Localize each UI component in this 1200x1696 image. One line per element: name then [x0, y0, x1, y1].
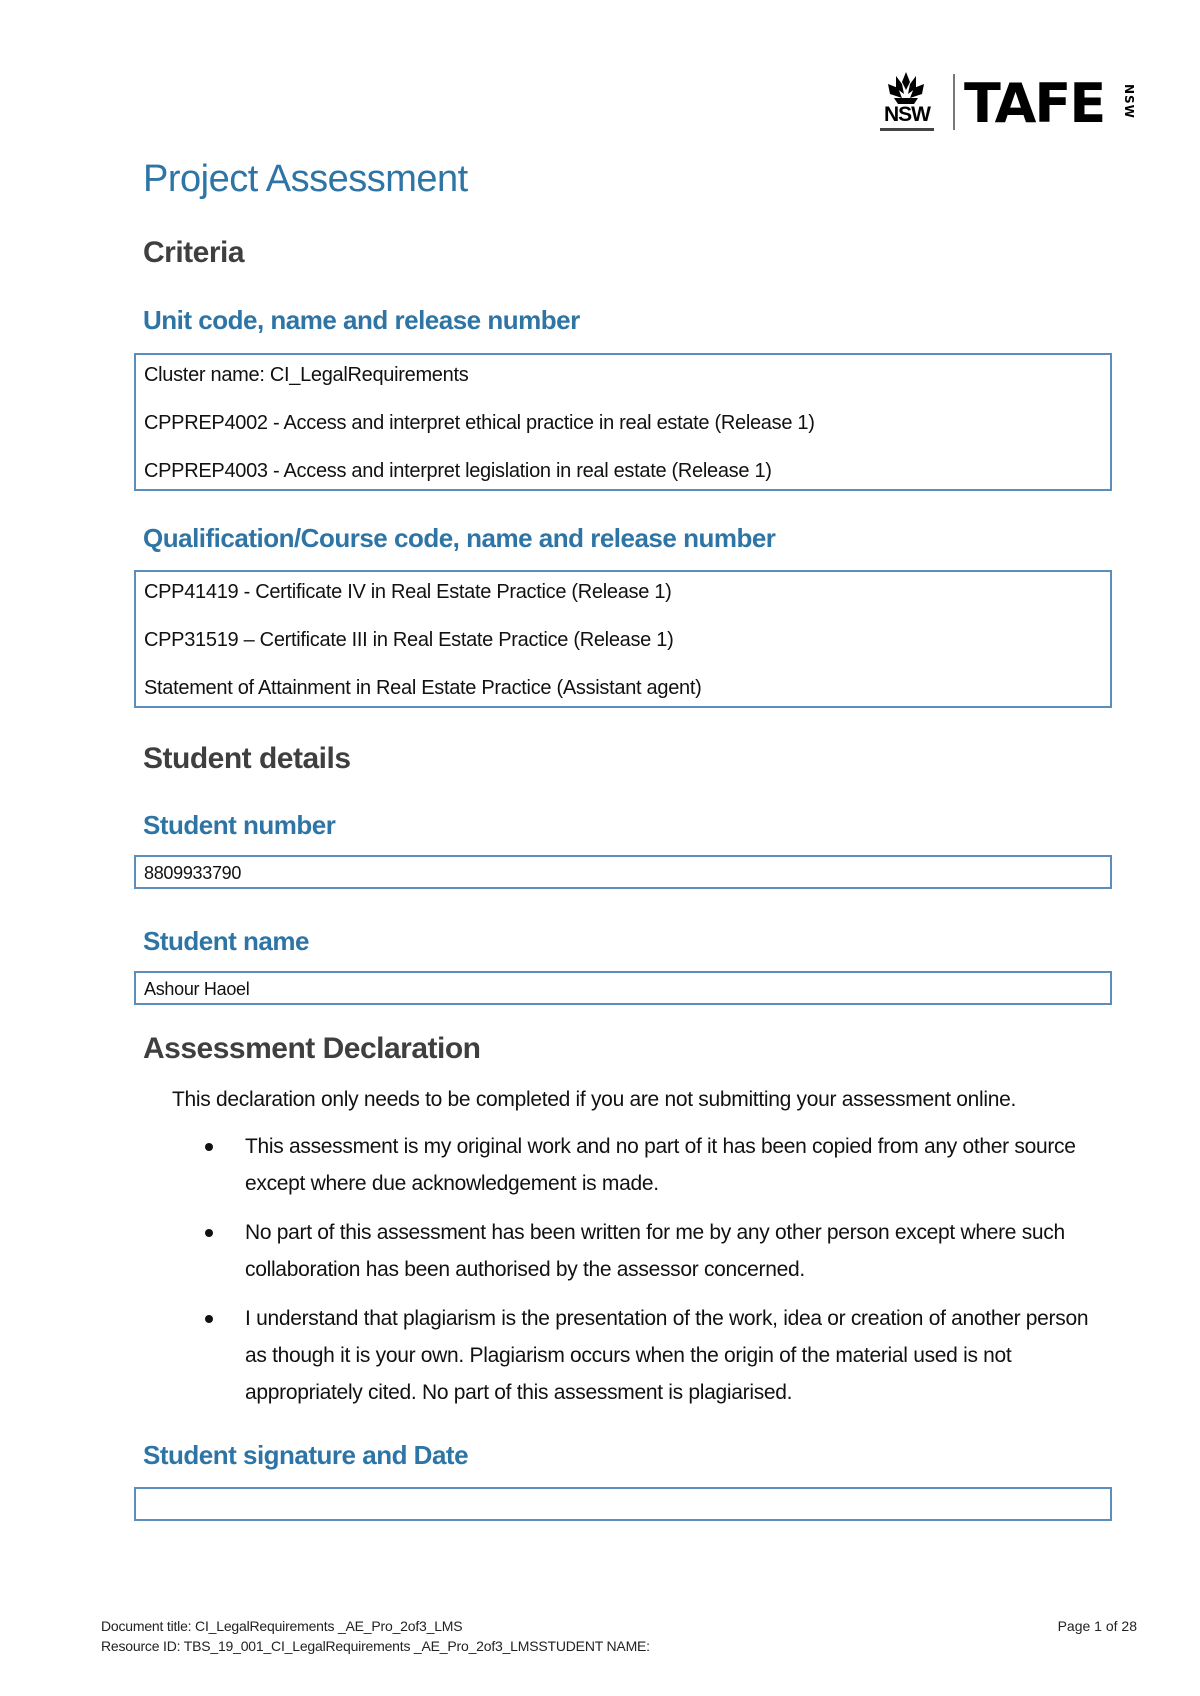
declaration-item	[172, 1300, 1112, 1411]
declaration-item-text: No part of this assessment has been written for me by any other person except where such collaboration has been authorised by the assessor concerned.	[245, 1221, 1065, 1281]
bullet-icon	[205, 1315, 213, 1323]
government-label	[880, 128, 934, 131]
student-number-field[interactable]	[134, 855, 1112, 889]
declaration-item	[172, 1128, 1112, 1202]
student-name-heading: Student name	[143, 926, 309, 956]
page-title: Project Assessment	[143, 158, 468, 200]
student-name-value: Ashour Haoel	[144, 979, 250, 999]
criteria-heading: Criteria	[143, 236, 245, 269]
declaration-list	[172, 1128, 1112, 1423]
declaration-intro: This declaration only needs to be completed if you are not submitting your assessment online.	[172, 1088, 1017, 1111]
unit-heading: Unit code, name and release number	[143, 305, 580, 335]
logo-divider	[953, 74, 955, 130]
waratah-icon	[886, 70, 926, 104]
student-number-value: 8809933790	[144, 863, 242, 883]
page-number: Page 1 of 28	[1057, 1618, 1137, 1634]
signature-date-field[interactable]	[134, 1487, 1112, 1521]
student-details-heading: Student details	[143, 742, 351, 775]
bullet-icon	[205, 1143, 213, 1151]
unit-item: CPPREP4003 - Access and interpret legislation in real estate (Release 1)	[144, 460, 772, 482]
signature-heading: Student signature and Date	[143, 1440, 469, 1470]
declaration-item-text: This assessment is my original work and no part of it has been copied from any other source except where due acknowledgement is made.	[245, 1135, 1076, 1195]
footer-document-title: Document title: CI_LegalRequirements _AE_Pro_2of3_LMS	[101, 1618, 463, 1634]
qualification-item: Statement of Attainment in Real Estate Practice (Assistant agent)	[144, 677, 702, 699]
qualification-item: CPP41419 - Certificate IV in Real Estate Practice (Release 1)	[144, 581, 672, 603]
tafe-nsw-logo	[876, 70, 1141, 134]
tafe-nsw-suffix: NSW	[1122, 84, 1136, 119]
student-number-heading: Student number	[143, 810, 336, 840]
unit-item: CPPREP4002 - Access and interpret ethical practice in real estate (Release 1)	[144, 412, 815, 434]
declaration-heading: Assessment Declaration	[143, 1032, 481, 1065]
qualification-box	[134, 570, 1112, 708]
tafe-wordmark: TAFE	[964, 72, 1105, 135]
nsw-label: NSW	[884, 103, 930, 126]
qualification-heading: Qualification/Course code, name and release number	[143, 523, 776, 553]
unit-box	[134, 353, 1112, 491]
footer	[101, 1616, 650, 1656]
student-name-field[interactable]	[134, 971, 1112, 1005]
qualification-item: CPP31519 – Certificate III in Real Estate Practice (Release 1)	[144, 629, 674, 651]
cluster-name: Cluster name: CI_LegalRequirements	[144, 364, 469, 386]
footer-resource-id: Resource ID: TBS_19_001_CI_LegalRequirements _AE_Pro_2of3_LMSSTUDENT NAME:	[101, 1638, 650, 1654]
declaration-item	[172, 1214, 1112, 1288]
nsw-government-logo	[876, 70, 938, 134]
bullet-icon	[205, 1229, 213, 1237]
declaration-item-text: I understand that plagiarism is the presentation of the work, idea or creation of another person as though it is your own. Plagiarism occurs when the origin of the material used is not appropriately cited. No part of this assessment is plagiarised.	[245, 1307, 1089, 1404]
